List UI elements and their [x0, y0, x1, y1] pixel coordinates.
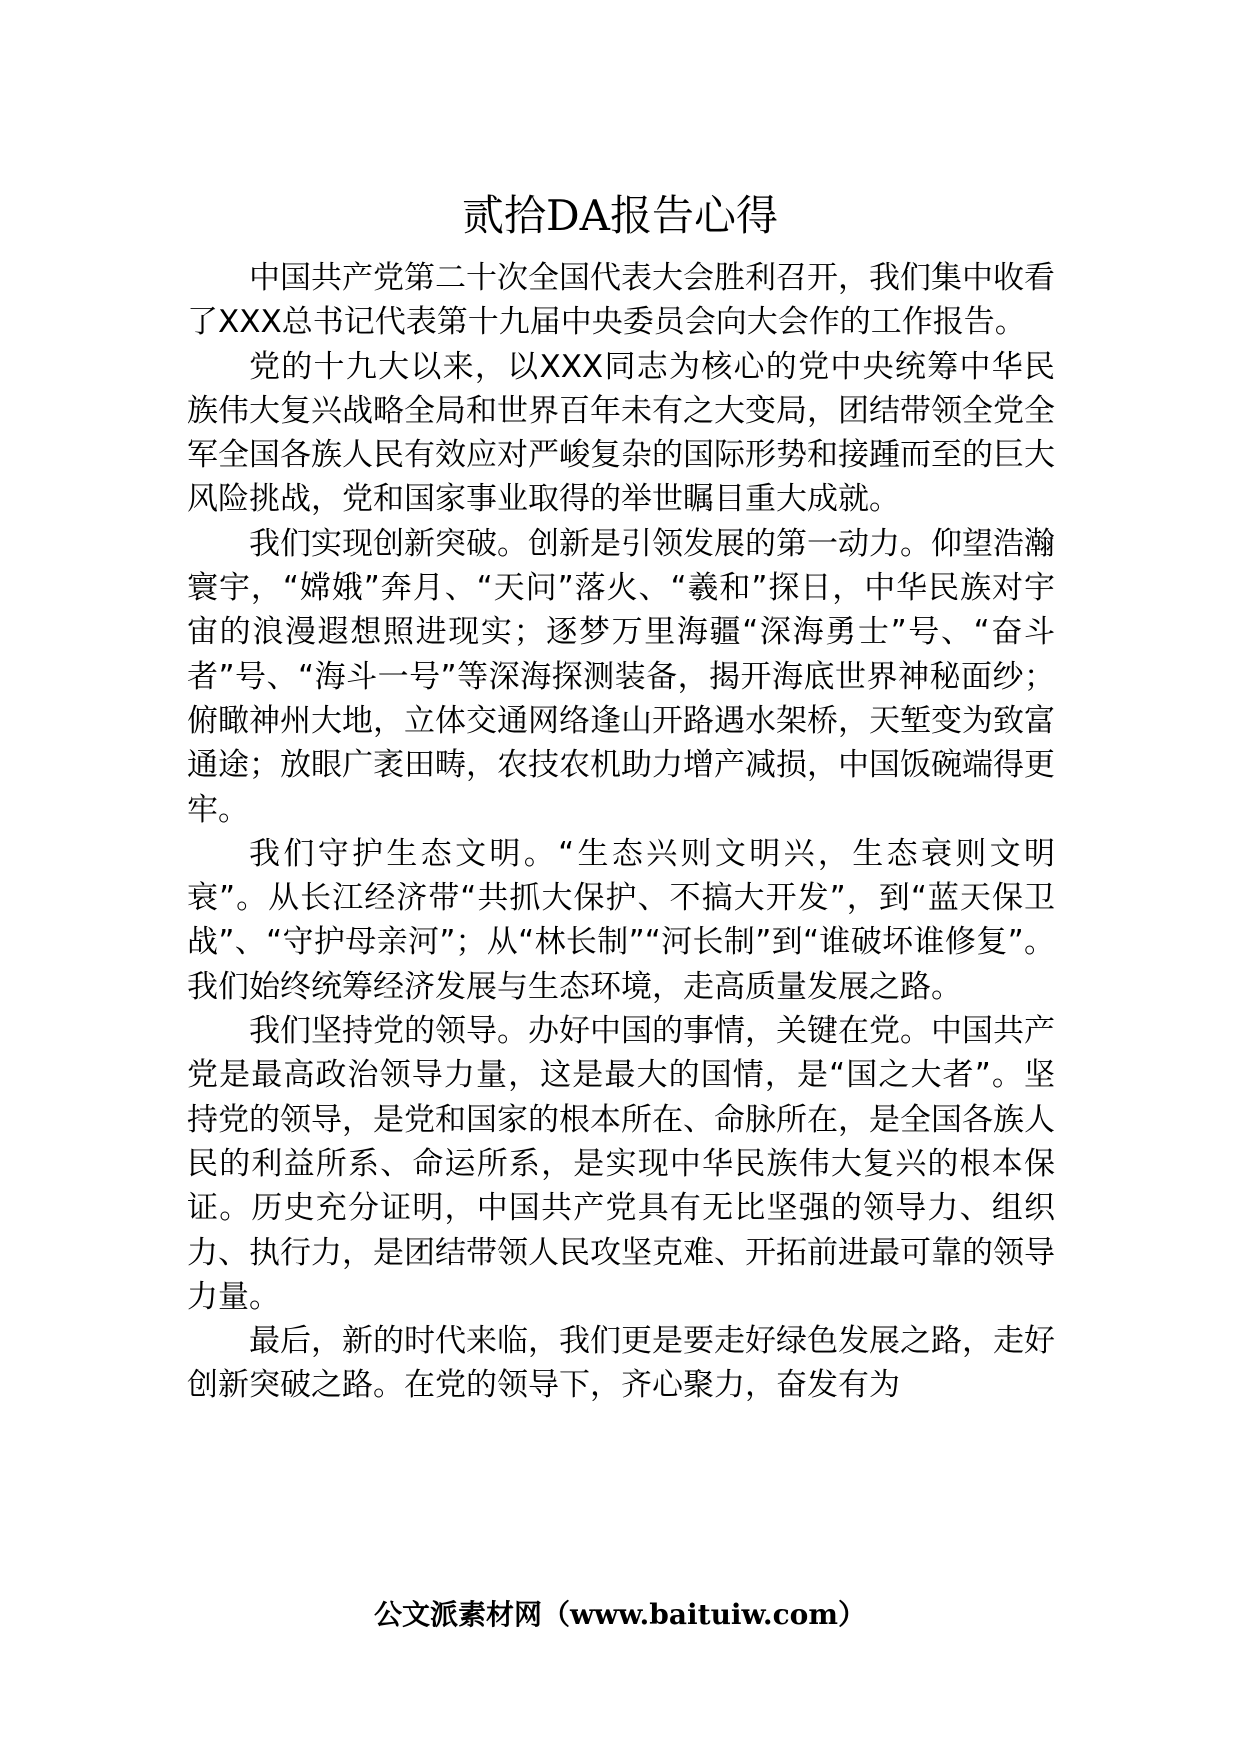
paragraph-2: 党的十九大以来，以XXX同志为核心的党中央统筹中华民族伟大复兴战略全局和世界百年未有之大变局，团结带领全党全军全国各族人民有效应对严峻复杂的国际形势和接踵而至的巨大风险挑战，党和国家事业取得的举世瞩目重大成就。 [187, 348, 1055, 518]
document-body [187, 256, 1055, 1408]
paragraph-1: 中国共产党第二十次全国代表大会胜利召开，我们集中收看了XXX总书记代表第十九届中央委员会向大会作的工作报告。 [187, 260, 1055, 341]
paragraph-6: 最后，新的时代来临，我们更是要走好绿色发展之路，走好创新突破之路。在党的领导下，齐心聚力，奋发有为 [187, 1323, 1055, 1404]
paragraph-4: 我们守护生态文明。“生态兴则文明兴，生态衰则文明衰”。从长江经济带“共抓大保护、不搞大开发”，到“蓝天保卫战”、“守护母亲河”；从“林长制”“河长制”到“谁破坏谁修复”。我们始终统筹经济发展与生态环境，走高质量发展之路。 [187, 835, 1055, 1005]
document-title: 贰拾DA报告心得 [461, 191, 778, 240]
paragraph-3: 我们实现创新突破。创新是引领发展的第一动力。仰望浩瀚寰宇，“嫦娥”奔月、“天问”落火、“羲和”探日，中华民族对宇宙的浪漫遐想照进现实；逐梦万里海疆“深海勇士”号、“奋斗者”号、“海斗一号”等深海探测装备，揭开海底世界神秘面纱；俯瞰神州大地，立体交通网络逢山开路遇水架桥，天堑变为致富通途；放眼广袤田畴，农技农机助力增产减损，中国饭碗端得更牢。 [187, 525, 1055, 828]
source-footer: 公文派素材网（www.baituiw.com） [374, 1598, 866, 1631]
paragraph-5: 我们坚持党的领导。办好中国的事情，关键在党。中国共产党是最高政治领导力量，这是最大的国情，是“国之大者”。坚持党的领导，是党和国家的根本所在、命脉所在，是全国各族人民的利益所系、命运所系，是实现中华民族伟大复兴的根本保证。历史充分证明，中国共产党具有无比坚强的领导力、组织力、执行力，是团结带领人民攻坚克难、开拓前进最可靠的领导力量。 [187, 1013, 1055, 1315]
